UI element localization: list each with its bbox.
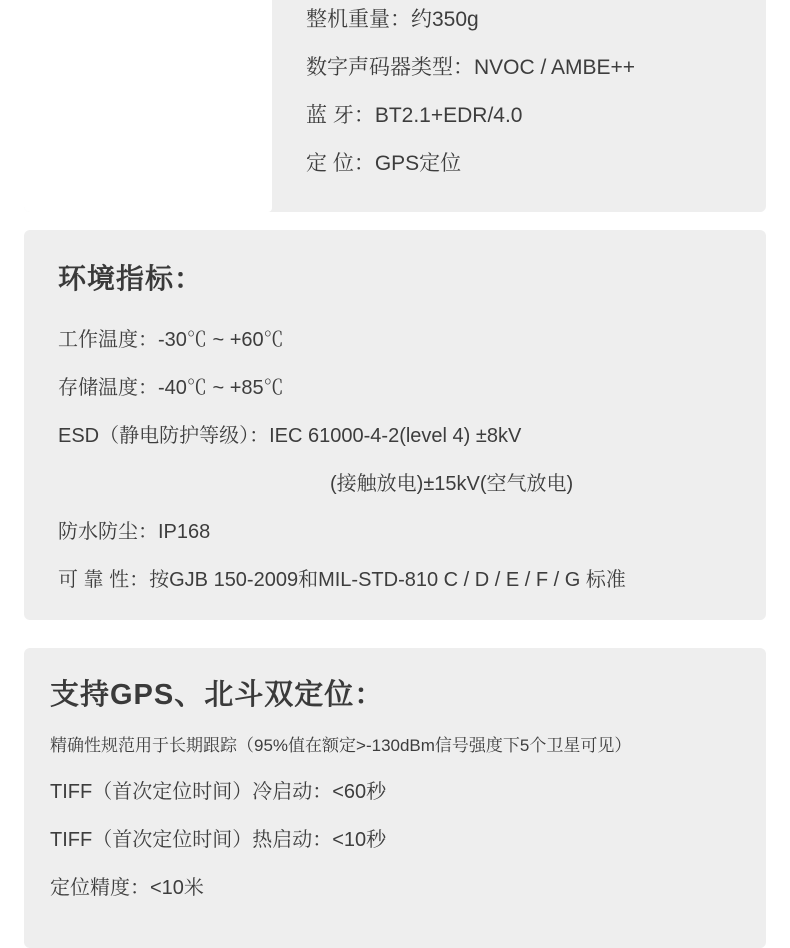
env-line-esd: ESD（静电防护等级）：IEC 61000-4-2(level 4) ±8kV (58, 425, 522, 447)
spec-line-weight: 整机重量：约350g (306, 8, 479, 31)
env-line-storage-temp: 存储温度：-40℃ ~ +85℃ (58, 377, 284, 399)
env-line-operating-temp: 工作温度：-30℃ ~ +60℃ (58, 329, 284, 351)
env-line-esd-continued: (接触放电)±15kV(空气放电) (330, 473, 574, 495)
spec-list (306, 0, 752, 188)
environment-card (24, 230, 766, 620)
spec-card (24, 0, 766, 212)
spec-line-vocoder: 数字声码器类型：NVOC / AMBE++ (306, 56, 636, 79)
spec-line-bluetooth: 蓝 牙：BT2.1+EDR/4.0 (306, 104, 523, 127)
gps-line-hot-start: TIFF（首次定位时间）热启动：<10秒 (50, 829, 387, 851)
spec-line-positioning: 定 位：GPS定位 (306, 152, 462, 175)
gps-line-accuracy: 定位精度：<10米 (50, 877, 204, 899)
env-line-reliability: 可 靠 性：按GJB 150-2009和MIL-STD-810 C / D / E / F / G 标准 (58, 569, 626, 591)
environment-card-title: 环境指标： (58, 263, 204, 294)
gps-accuracy-note: 精确性规范用于长期跟踪（95%值在额定>-130dBm信号强度下5个卫星可见） (50, 736, 632, 755)
gps-line-cold-start: TIFF（首次定位时间）冷启动：<60秒 (50, 781, 387, 803)
env-line-waterproof: 防水防尘：IP168 (58, 521, 211, 543)
gps-card (24, 648, 766, 948)
gps-card-title: 支持GPS、北斗双定位： (50, 679, 385, 711)
product-photo (24, 0, 272, 212)
